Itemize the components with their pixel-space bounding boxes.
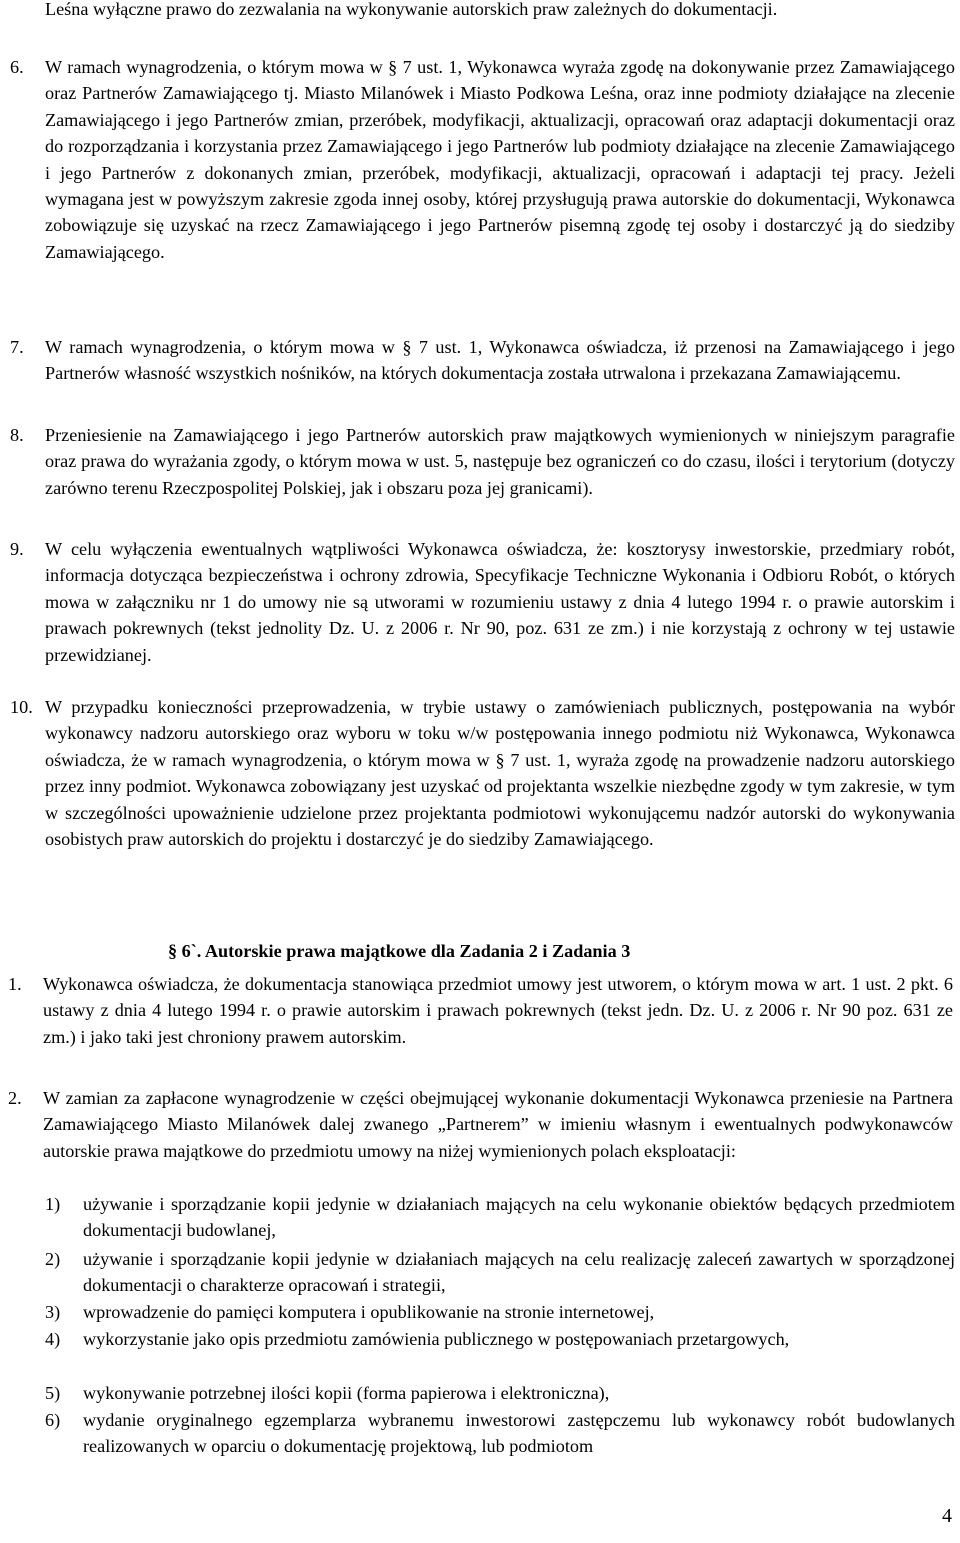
paragraph-number: 7. xyxy=(10,337,24,357)
field-item-2 xyxy=(45,1246,955,1299)
paragraph-text: Przeniesienie na Zamawiającego i jego Partnerów autorskich praw majątkowych wymienionych w niniejszym paragrafie oraz prawa do wyrażania zgody, o którym mowa w ust. 5, następuje bez ograniczeń co do czasu, ilości i terytorium (dotyczy zarówno terenu Rzeczpospolitej Polskiej, jak i obszaru poza jej granicami). xyxy=(45,425,955,498)
list-item-text: wykonywanie potrzebnej ilości kopii (forma papierowa i elektroniczna), xyxy=(83,1383,610,1403)
paragraph-text: W ramach wynagrodzenia, o którym mowa w § 7 ust. 1, Wykonawca oświadcza, iż przenosi na Zamawiającego i jego Partnerów własność wszystkich nośników, na których dokumentacja została utrwalona i przekazana Zamawiającemu. xyxy=(45,337,955,384)
list-item-number: 4) xyxy=(45,1329,61,1349)
list-item-number: 1) xyxy=(45,1194,61,1214)
paragraph-number: 6. xyxy=(10,57,24,77)
paragraph-text: W celu wyłączenia ewentualnych wątpliwości Wykonawca oświadcza, że: kosztorysy inwestorskie, przedmiary robót, informacja dotycząca bezpieczeństwa i ochrony zdrowia, Specyfikacje Techniczne Wykonania i Odbioru Robót, o których mowa w załączniku nr 1 do umowy nie są utworami w rozumieniu ustawy z dnia 4 lutego 1994 r. o prawie autorskim i prawach pokrewnych (tekst jednolity Dz. U. z 2006 r. Nr 90, poz. 631 ze zm.) i nie korzystają z ochrony w tej ustawie przewidzianej. xyxy=(45,539,955,665)
list-item-number: 6) xyxy=(45,1410,61,1430)
paragraph-10 xyxy=(10,694,955,852)
page-number: 4 xyxy=(942,1505,952,1527)
list-item-text: używanie i sporządzanie kopii jedynie w działaniach mających na celu realizację zaleceń zawartych w sporządzonej dokumentacji o charakterze opracowań i strategii, xyxy=(83,1249,955,1296)
list-item-text: wykorzystanie jako opis przedmiotu zamówienia publicznego w postępowaniach przetargowych, xyxy=(83,1329,790,1349)
paragraph-text: Wykonawca oświadcza, że dokumentacja stanowiąca przedmiot umowy jest utworem, o którym mowa w art. 1 ust. 2 pkt. 6 ustawy z dnia 4 lutego 1994 r. o prawie autorskim i prawach pokrewnych (tekst jedn. Dz. U. z 2006 r. Nr 90 poz. 631 ze zm.) i jako taki jest chroniony prawem autorskim. xyxy=(43,974,953,1047)
paragraph-number: 9. xyxy=(10,539,24,559)
paragraph-8 xyxy=(10,422,955,501)
paragraph-text: W zamian za zapłacone wynagrodzenie w części obejmującej wykonanie dokumentacji Wykonawca przeniesie na Partnera Zamawiającego Miasto Milanówek dalej zwanego „Partnerem” w imieniu własnym i ewentualnych podwykonawców autorskie prawa majątkowe do przedmiotu umowy na niżej wymienionych polach eksploatacji: xyxy=(43,1088,953,1161)
list-item-number: 2) xyxy=(45,1249,61,1269)
paragraph-7 xyxy=(10,334,955,387)
paragraph-9 xyxy=(10,536,955,668)
section-paragraph-1 xyxy=(8,971,953,1050)
field-item-1 xyxy=(45,1191,955,1244)
list-item-text: używanie i sporządzanie kopii jedynie w działaniach mających na celu wykonanie obiektów będących przedmiotem dokumentacji budowlanej, xyxy=(83,1194,955,1241)
paragraph-text: W przypadku konieczności przeprowadzenia, w trybie ustawy o zamówieniach publicznych, postępowania na wybór wykonawcy nadzoru autorskiego oraz wyboru w toku w/w postępowania innego podmiotu niż Wykonawca, Wykonawca oświadcza, że w ramach wynagrodzenia, o którym mowa w § 7 ust. 1, wyraża zgodę na prowadzenie nadzoru autorskiego przez inny podmiot. Wykonawca zobowiązany jest uzyskać od projektanta wszelkie niezbędne zgody w tym zakresie, w tym w szczególności upoważnienie udzielone przez projektanta podmiotowi wykonującemu nadzór autorski do wykonywania osobistych praw autorskich do projektu i dostarczyć je do siedziby Zamawiającego. xyxy=(45,697,955,850)
list-item-text: wydanie oryginalnego egzemplarza wybranemu inwestorowi zastępczemu lub wykonawcy robót budowlanych realizowanych w oparciu o dokumentację projektową, lub podmiotom xyxy=(83,1410,955,1457)
section-heading: § 6`. Autorskie prawa majątkowe dla Zadania 2 i Zadania 3 xyxy=(168,941,631,961)
section-paragraph-2 xyxy=(8,1085,953,1164)
field-item-6 xyxy=(45,1407,955,1460)
paragraph-text: W ramach wynagrodzenia, o którym mowa w § 7 ust. 1, Wykonawca wyraża zgodę na dokonywanie przez Zamawiającego oraz Partnerów Zamawiającego tj. Miasto Milanówek i Miasto Podkowa Leśna, oraz inne podmioty działające na zlecenie Zamawiającego i jego Partnerów zmian, przeróbek, modyfikacji, aktualizacji, opracowań oraz adaptacji dokumentacji oraz do rozporządzania i korzystania przez Zamawiającego i jego Partnerów lub podmioty działające na zlecenie Zamawiającego i jego Partnerów z dokonanych zmian, przeróbek, modyfikacji, aktualizacji, opracowań i adaptacji tej pracy. Jeżeli wymagana jest w powyższym zakresie zgoda innej osoby, której przysługują prawa autorskie do dokumentacji, Wykonawca zobowiązuje się uzyskać na rzecz Zamawiającego i jego Partnerów pisemną zgodę tej osoby i dostarczyć ją do siedziby Zamawiającego. xyxy=(45,57,955,262)
paragraph-number: 8. xyxy=(10,425,24,445)
field-item-4 xyxy=(45,1326,955,1352)
paragraph-number: 1. xyxy=(8,974,22,994)
field-item-3 xyxy=(45,1299,955,1325)
paragraph-number: 2. xyxy=(8,1088,22,1108)
paragraph-number: 10. xyxy=(10,697,33,717)
field-item-5 xyxy=(45,1380,955,1406)
paragraph-text: Leśna wyłączne prawo do zezwalania na wykonywanie autorskich praw zależnych do dokumentacji. xyxy=(45,0,778,19)
list-item-number: 3) xyxy=(45,1302,61,1322)
list-item-text: wprowadzenie do pamięci komputera i opublikowanie na stronie internetowej, xyxy=(83,1302,655,1322)
list-item-number: 5) xyxy=(45,1383,61,1403)
paragraph-6 xyxy=(10,54,955,265)
intro-paragraph xyxy=(10,0,955,22)
